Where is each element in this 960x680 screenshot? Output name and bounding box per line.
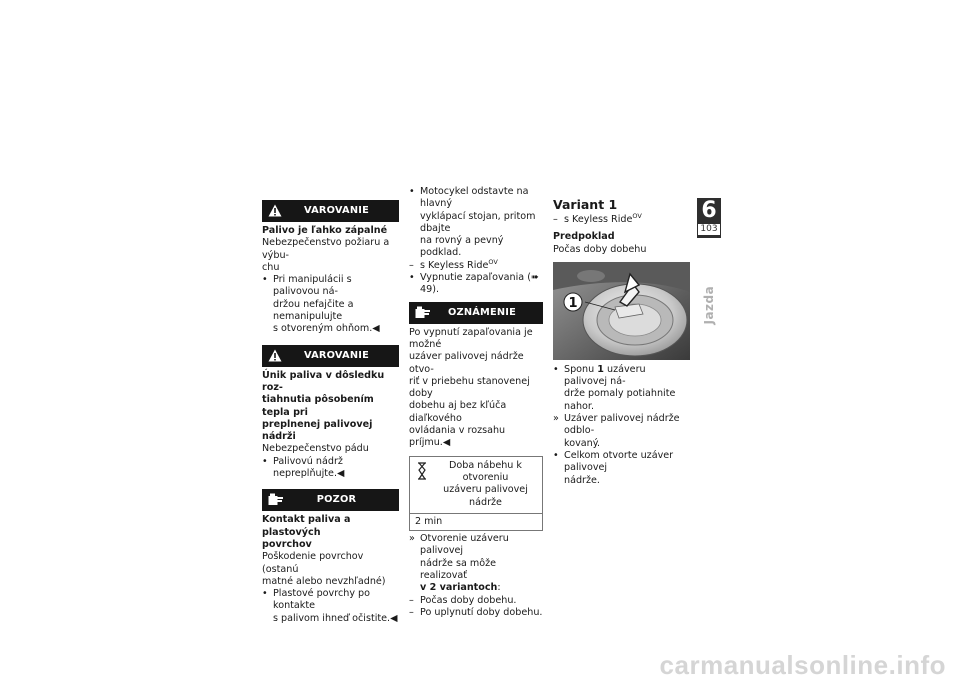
prereq-text: Počas doby dobehu [553,243,647,255]
bullet-marker: • [553,363,559,375]
warning-text: Nebezpečenstvo pádu [262,443,369,455]
list-item: • Plastové povrchy po kontakte s palivom ihneď očistite.◀ [262,588,398,624]
warning-title: Únik paliva v dôsledku roz- tiahnutia pôsobením tepla pri preplnenej palivovej nádrži [262,369,385,443]
dash-item: – Počas doby dobehu. [409,594,517,606]
clock-icon [414,462,430,480]
variant-title: Variant 1 [553,197,618,212]
watermark: carmanualsonline.info [659,649,946,680]
result-marker: » [553,413,559,425]
warning-bar [262,345,399,367]
warning-bar [262,200,399,222]
dash-marker: – [409,259,414,271]
notice-label: OZNÁMENIE [448,306,516,318]
dash-item: – s Keyless Ride$^{OV}$ [409,257,498,271]
column-left [262,200,399,625]
photo-callout-1: 1 [568,295,578,311]
info-value: 2 min [410,513,542,530]
fuel-cap-photo [553,262,690,360]
prereq-title: Predpoklad [553,231,615,243]
bullet-marker: • [262,455,268,467]
dash-marker: – [409,594,414,606]
section-name: Jazda [701,285,716,325]
list-item: • Sponu 1 uzáveru palivovej ná- drže pomaly potiahnite nahor. [553,363,676,412]
warning-triangle-icon [268,349,282,362]
option-sup: OV [488,257,498,266]
dash-marker: – [409,606,414,618]
bullet-marker: • [553,449,559,461]
option-sup: OV [632,212,642,220]
notice-hand-icon [268,493,284,506]
list-item: • Motocykel odstavte na hlavný vyklápací stojan, pritom dbajte na rovný a pevný podklad. [409,186,536,259]
dash-item: – s Keyless Ride$^{OV}$ [553,212,642,225]
caution-title: Kontakt paliva a plastových povrchov [262,514,351,550]
list-item: • Palivovú nádrž nepreplňujte.◀ [262,455,345,480]
bullet-marker: • [409,186,415,197]
dash-marker: – [553,214,558,225]
info-label: Doba nábehu k otvoreniu uzáveru palivovej nádrže [443,459,528,508]
dash-item: – Po uplynutí doby dobehu. [409,606,543,618]
result-item: » Uzáver palivovej nádrže odblo- kovaný. [553,413,680,449]
warning-triangle-icon [268,204,282,217]
notice-bar [409,302,543,324]
result-marker: » [409,533,415,545]
chapter-tab [697,198,721,238]
warning-label: VAROVANIE [304,204,369,216]
section-label [697,275,721,335]
page-number: 103 [697,223,721,236]
info-box [409,456,543,531]
notice-hand-icon [415,306,431,319]
result-item: » Otvorenie uzáveru palivovej nádrže sa môže realizovať v 2 variantoch: [409,533,509,594]
warning-label: VAROVANIE [304,349,369,361]
list-item: • Vypnutie zapaľovania (➠ 49). [409,272,539,296]
list-item: • Celkom otvorte uzáver palivovej nádrže. [553,449,674,486]
caution-bar [262,489,399,511]
column-right [553,198,690,487]
bullet-marker: • [409,272,415,284]
warning-text: Nebezpečenstvo požiaru a výbu- chu [262,237,390,273]
chapter-number: 6 [701,198,717,223]
caution-label: POZOR [316,494,357,506]
bullet-marker: • [262,274,268,286]
list-item: • Pri manipulácii s palivovou ná- držou nefajčite a nemanipulujte s otvoreným ohňom.◀ [262,274,380,335]
bullet-marker: • [262,588,268,600]
column-middle [409,186,543,619]
caution-text: Poškodenie povrchov (ostanú matné alebo nevzhľadné) [262,551,386,587]
notice-text: Po vypnutí zapaľovania je možné uzáver palivovej nádrže otvo- riť v priebehu stanovenej doby dobehu aj bez kľúča diaľkového ovládania v rozsahu príjmu.◀ [409,326,533,449]
warning-title: Palivo je ľahko zápalné [262,225,388,236]
result-bold: v 2 variantoch [420,582,498,594]
